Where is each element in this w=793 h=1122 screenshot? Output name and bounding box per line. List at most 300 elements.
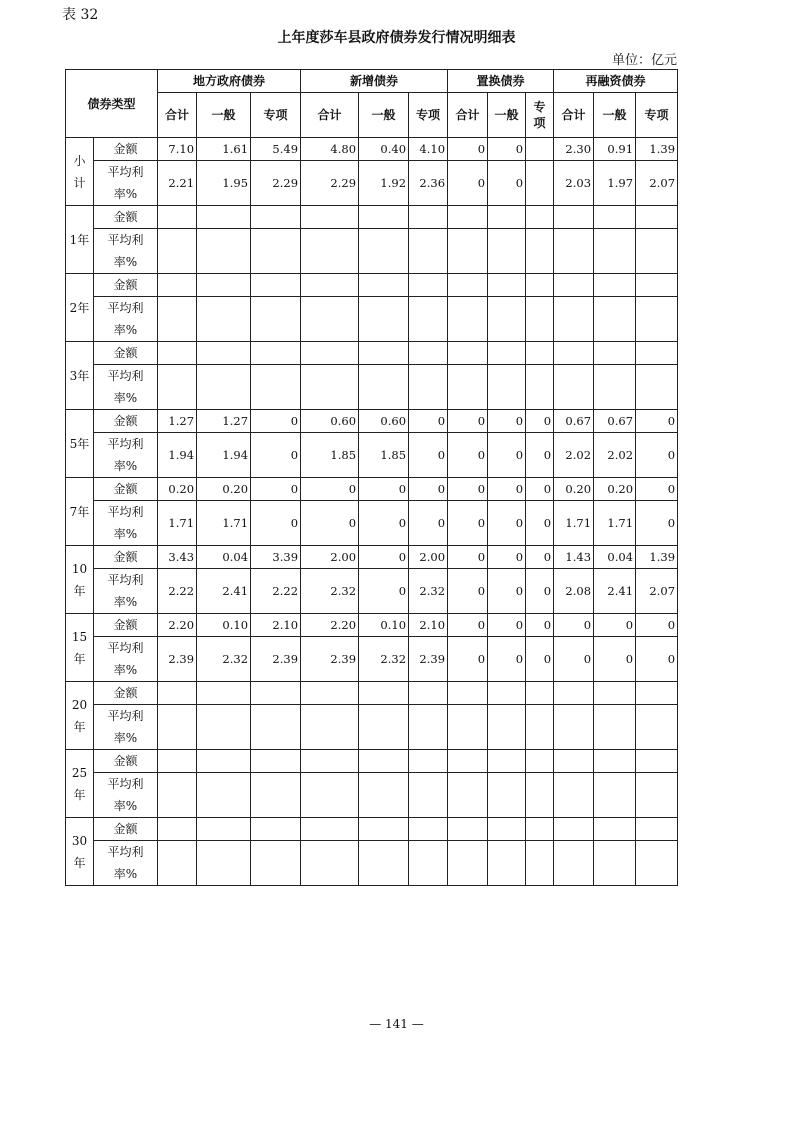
amount-cell: 0 [448,614,488,637]
rate-cell [448,365,488,410]
rate-cell [594,705,636,750]
metric-amount-label: 金额 [94,546,158,569]
rate-cell: 0 [301,501,359,546]
amount-cell [409,274,448,297]
metric-amount-label: 金额 [94,614,158,637]
term-label: 3年 [66,342,94,410]
rate-cell: 1.71 [554,501,594,546]
rate-cell [488,841,526,886]
rate-cell [526,365,554,410]
rate-cell [301,297,359,342]
rate-cell: 2.32 [359,637,409,682]
rate-cell: 1.71 [158,501,197,546]
amount-cell: 0.20 [197,478,251,501]
amount-cell: 1.39 [636,138,678,161]
metric-amount-label: 金额 [94,750,158,773]
metric-rate-label: 平均利率% [94,773,158,818]
amount-cell [409,750,448,773]
amount-cell [636,750,678,773]
amount-cell [594,818,636,841]
table-row-rate [66,569,678,614]
rate-cell [526,841,554,886]
amount-cell: 0 [526,478,554,501]
rate-cell [636,773,678,818]
amount-cell [526,342,554,365]
bond-issuance-table [65,69,678,886]
metric-amount-label: 金额 [94,478,158,501]
amount-cell [594,682,636,705]
amount-cell: 3.43 [158,546,197,569]
amount-cell [197,206,251,229]
amount-cell: 2.20 [158,614,197,637]
amount-cell [594,274,636,297]
amount-cell: 0.67 [554,410,594,433]
rate-cell: 1.85 [301,433,359,478]
rate-cell: 0 [448,501,488,546]
rate-cell [594,841,636,886]
table-row-rate [66,297,678,342]
rate-cell [197,705,251,750]
table-row-rate [66,773,678,818]
header-replacement-bonds: 置换债券 [448,70,554,93]
amount-cell: 4.10 [409,138,448,161]
amount-cell: 0.10 [197,614,251,637]
amount-cell [526,274,554,297]
rate-cell [409,365,448,410]
rate-cell [488,705,526,750]
metric-amount-label: 金额 [94,410,158,433]
rate-cell: 0 [251,501,301,546]
rate-cell: 0 [409,433,448,478]
rate-cell [554,841,594,886]
rate-cell [594,773,636,818]
term-label: 15年 [66,614,94,682]
amount-cell: 2.20 [301,614,359,637]
amount-cell: 1.61 [197,138,251,161]
rate-cell: 2.02 [554,433,594,478]
amount-cell: 0 [526,614,554,637]
rate-cell: 2.39 [158,637,197,682]
rate-cell [636,365,678,410]
amount-cell [488,682,526,705]
rate-cell: 1.85 [359,433,409,478]
amount-cell [594,206,636,229]
metric-rate-label: 平均利率% [94,229,158,274]
rate-cell [301,705,359,750]
rate-cell [409,297,448,342]
rate-cell: 0 [251,433,301,478]
rate-cell: 0 [526,569,554,614]
amount-cell: 0.91 [594,138,636,161]
table-row-amount [66,682,678,705]
table-row-rate [66,229,678,274]
amount-cell: 0 [488,546,526,569]
amount-cell [301,682,359,705]
header-refinancing-bonds: 再融资债券 [554,70,678,93]
rate-cell [526,705,554,750]
amount-cell [251,274,301,297]
rate-cell: 2.22 [251,569,301,614]
rate-cell: 2.21 [158,161,197,206]
rate-cell: 0 [488,161,526,206]
rate-cell: 0 [636,637,678,682]
table-row-rate [66,637,678,682]
rate-cell: 2.41 [197,569,251,614]
amount-cell [301,274,359,297]
amount-cell: 4.80 [301,138,359,161]
table-row-amount [66,274,678,297]
amount-cell [301,818,359,841]
amount-cell: 0 [448,138,488,161]
amount-cell: 2.10 [251,614,301,637]
amount-cell [636,274,678,297]
subheader-general: 一般 [594,93,636,138]
rate-cell [554,229,594,274]
amount-cell [448,750,488,773]
amount-cell [359,274,409,297]
table-row-amount [66,138,678,161]
amount-cell: 2.00 [409,546,448,569]
amount-cell: 0 [488,478,526,501]
amount-cell: 0.60 [301,410,359,433]
amount-cell [488,206,526,229]
amount-cell: 0.20 [554,478,594,501]
rate-cell [636,705,678,750]
amount-cell [359,818,409,841]
rate-cell: 0 [526,501,554,546]
amount-cell: 0.60 [359,410,409,433]
metric-rate-label: 平均利率% [94,501,158,546]
unit-label: 单位：亿元 [611,53,677,68]
rate-cell: 2.29 [301,161,359,206]
metric-rate-label: 平均利率% [94,433,158,478]
rate-cell [594,365,636,410]
term-label: 2年 [66,274,94,342]
amount-cell: 0 [526,546,554,569]
term-label: 7年 [66,478,94,546]
rate-cell: 2.39 [409,637,448,682]
rate-cell [158,773,197,818]
term-label: 1年 [66,206,94,274]
rate-cell [158,365,197,410]
table-row-rate [66,161,678,206]
rate-cell: 0 [409,501,448,546]
rate-cell [251,297,301,342]
rate-cell [526,161,554,206]
amount-cell [448,206,488,229]
term-label: 20年 [66,682,94,750]
amount-cell [448,274,488,297]
metric-amount-label: 金额 [94,206,158,229]
amount-cell [448,682,488,705]
rate-cell [251,841,301,886]
rate-cell [448,841,488,886]
rate-cell [526,773,554,818]
subheader-general: 一般 [197,93,251,138]
amount-cell: 0 [448,410,488,433]
rate-cell [594,297,636,342]
term-label: 25年 [66,750,94,818]
rate-cell [158,229,197,274]
rate-cell [197,229,251,274]
rate-cell [158,705,197,750]
rate-cell: 0 [359,501,409,546]
rate-cell [526,297,554,342]
rate-cell [251,365,301,410]
rate-cell [488,297,526,342]
amount-cell: 0 [448,546,488,569]
table-row-amount [66,410,678,433]
rate-cell [409,841,448,886]
metric-amount-label: 金额 [94,682,158,705]
amount-cell [636,342,678,365]
amount-cell: 0.20 [594,478,636,501]
rate-cell [554,773,594,818]
metric-rate-label: 平均利率% [94,841,158,886]
amount-cell [636,682,678,705]
page-number: — 141 — [369,1017,424,1031]
rate-cell: 2.02 [594,433,636,478]
table-row-amount [66,206,678,229]
amount-cell: 1.27 [197,410,251,433]
amount-cell [251,342,301,365]
amount-cell: 2.30 [554,138,594,161]
amount-cell: 0 [526,410,554,433]
table-row-rate [66,841,678,886]
amount-cell: 3.39 [251,546,301,569]
amount-cell: 0.20 [158,478,197,501]
amount-cell [554,342,594,365]
amount-cell [359,750,409,773]
metric-rate-label: 平均利率% [94,365,158,410]
rate-cell [488,365,526,410]
rate-cell: 2.07 [636,161,678,206]
rate-cell [409,705,448,750]
rate-cell [636,841,678,886]
amount-cell [526,682,554,705]
rate-cell: 0 [526,637,554,682]
amount-cell [636,206,678,229]
amount-cell: 2.00 [301,546,359,569]
amount-cell [197,342,251,365]
table-number: 表 32 [62,7,99,23]
table-row-amount [66,546,678,569]
rate-cell [359,841,409,886]
metric-rate-label: 平均利率% [94,297,158,342]
metric-amount-label: 金额 [94,342,158,365]
rate-cell: 0 [636,433,678,478]
subheader-special: 专项 [251,93,301,138]
rate-cell [197,841,251,886]
amount-cell [251,750,301,773]
rate-cell [251,229,301,274]
rate-cell: 1.94 [197,433,251,478]
amount-cell: 0 [488,614,526,637]
amount-cell [409,206,448,229]
rate-cell [448,773,488,818]
amount-cell [359,342,409,365]
amount-cell [554,274,594,297]
amount-cell [251,818,301,841]
amount-cell: 0 [251,410,301,433]
amount-cell [488,342,526,365]
metric-rate-label: 平均利率% [94,161,158,206]
amount-cell [359,206,409,229]
term-label: 30年 [66,818,94,886]
amount-cell: 0.67 [594,410,636,433]
header-bond-type: 债券类型 [66,70,158,138]
amount-cell [594,750,636,773]
rate-cell: 2.32 [197,637,251,682]
rate-cell: 0 [636,501,678,546]
amount-cell: 0.04 [197,546,251,569]
rate-cell: 0 [448,569,488,614]
rate-cell: 2.29 [251,161,301,206]
amount-cell [448,818,488,841]
amount-cell: 0 [488,138,526,161]
amount-cell [251,206,301,229]
rate-cell: 0 [594,637,636,682]
subheader-special: 专项 [526,93,554,138]
amount-cell [251,682,301,705]
table-row-amount [66,342,678,365]
metric-amount-label: 金额 [94,274,158,297]
rate-cell [359,229,409,274]
rate-cell [554,705,594,750]
rate-cell: 0 [488,637,526,682]
subheader-total: 合计 [448,93,488,138]
amount-cell: 1.27 [158,410,197,433]
rate-cell: 1.71 [197,501,251,546]
table-row-rate [66,705,678,750]
amount-cell: 0 [594,614,636,637]
amount-cell [197,682,251,705]
rate-cell: 1.94 [158,433,197,478]
rate-cell [301,229,359,274]
amount-cell: 0 [636,410,678,433]
rate-cell [301,841,359,886]
rate-cell: 2.32 [301,569,359,614]
rate-cell [359,365,409,410]
amount-cell [158,818,197,841]
amount-cell [526,750,554,773]
rate-cell [197,297,251,342]
metric-amount-label: 金额 [94,818,158,841]
table-body [66,138,678,886]
rate-cell [488,229,526,274]
rate-cell: 1.71 [594,501,636,546]
rate-cell [409,229,448,274]
subheader-total: 合计 [554,93,594,138]
amount-cell [526,206,554,229]
rate-cell: 1.95 [197,161,251,206]
header-new-bonds: 新增债券 [301,70,448,93]
amount-cell: 0 [409,410,448,433]
amount-cell [301,750,359,773]
amount-cell [301,342,359,365]
table-row-rate [66,365,678,410]
amount-cell [197,818,251,841]
amount-cell [488,274,526,297]
amount-cell [158,274,197,297]
rate-cell [554,297,594,342]
rate-cell: 1.97 [594,161,636,206]
amount-cell [526,138,554,161]
rate-cell [359,705,409,750]
metric-rate-label: 平均利率% [94,569,158,614]
rate-cell [594,229,636,274]
subheader-special: 专项 [409,93,448,138]
amount-cell: 0 [448,478,488,501]
page-title: 上年度莎车县政府债券发行情况明细表 [277,30,516,46]
amount-cell [197,750,251,773]
rate-cell: 0 [359,569,409,614]
rate-cell [197,365,251,410]
amount-cell: 1.43 [554,546,594,569]
amount-cell: 0 [636,614,678,637]
amount-cell [488,818,526,841]
rate-cell [554,365,594,410]
amount-cell [488,750,526,773]
subheader-general: 一般 [359,93,409,138]
amount-cell: 0.10 [359,614,409,637]
term-label: 5年 [66,410,94,478]
rate-cell: 2.22 [158,569,197,614]
amount-cell: 1.39 [636,546,678,569]
rate-cell: 0 [488,501,526,546]
amount-cell: 5.49 [251,138,301,161]
rate-cell [488,773,526,818]
rate-cell: 2.32 [409,569,448,614]
subheader-total: 合计 [158,93,197,138]
amount-cell: 0 [359,546,409,569]
rate-cell: 2.03 [554,161,594,206]
header-local-gov-bonds: 地方政府债券 [158,70,301,93]
metric-rate-label: 平均利率% [94,705,158,750]
rate-cell: 2.36 [409,161,448,206]
amount-cell [158,750,197,773]
rate-cell [448,297,488,342]
table-row-amount [66,478,678,501]
metric-rate-label: 平均利率% [94,637,158,682]
amount-cell: 0.04 [594,546,636,569]
amount-cell [359,682,409,705]
rate-cell [409,773,448,818]
rate-cell [301,773,359,818]
amount-cell: 0 [488,410,526,433]
amount-cell: 0 [301,478,359,501]
amount-cell [158,682,197,705]
term-label: 小计 [66,138,94,206]
amount-cell: 2.10 [409,614,448,637]
rate-cell: 2.39 [301,637,359,682]
rate-cell [636,229,678,274]
rate-cell [301,365,359,410]
table-row-rate [66,433,678,478]
rate-cell: 0 [526,433,554,478]
rate-cell: 0 [448,433,488,478]
rate-cell [158,297,197,342]
amount-cell: 0 [251,478,301,501]
rate-cell [448,705,488,750]
amount-cell [197,274,251,297]
table-row-rate [66,501,678,546]
amount-cell [554,682,594,705]
amount-cell [448,342,488,365]
rate-cell [158,841,197,886]
rate-cell: 1.92 [359,161,409,206]
rate-cell: 2.39 [251,637,301,682]
